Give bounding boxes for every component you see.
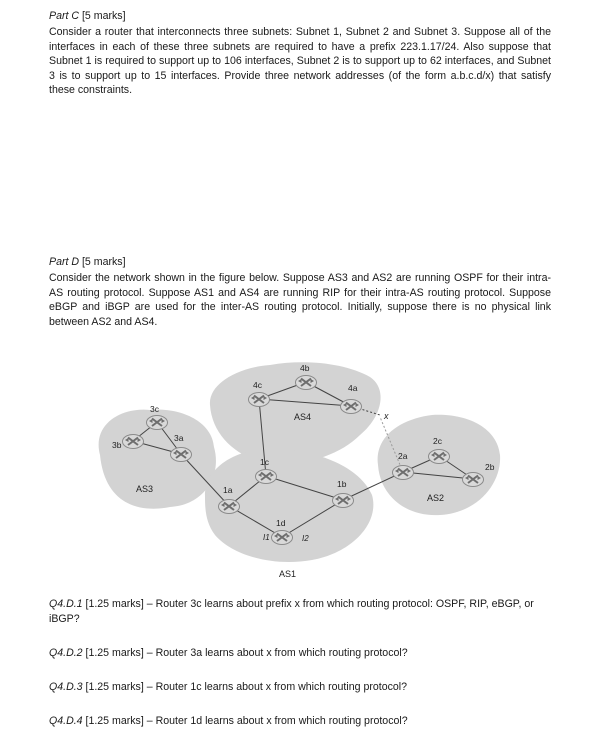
question-1 xyxy=(49,597,559,626)
question-1-marks: [1.25 marks] xyxy=(85,598,144,610)
part-c-label: Part C xyxy=(49,10,80,22)
router-3b-icon xyxy=(123,435,144,449)
question-3-marks: [1.25 marks] xyxy=(85,681,144,693)
part-d-label: Part D xyxy=(49,256,80,268)
question-1-text: – Router 3c learns about prefix x from which routing protocol: OSPF, RIP, eBGP, or iBGP? xyxy=(49,598,534,625)
router-4b-icon xyxy=(296,376,317,390)
router-4c-icon xyxy=(249,393,270,407)
router-4a-icon xyxy=(341,400,362,414)
part-c-heading xyxy=(49,9,551,24)
part-d-heading xyxy=(49,255,551,270)
router-3a-label: 3a xyxy=(174,433,184,443)
prefix-x-label: x xyxy=(384,411,389,421)
router-1b-icon xyxy=(333,494,354,508)
as2-label: AS2 xyxy=(427,493,445,503)
router-2b-icon xyxy=(463,473,484,487)
question-2 xyxy=(49,646,559,661)
router-3a-icon xyxy=(171,448,192,462)
router-2a-label: 2a xyxy=(398,451,408,461)
interface-i1-label: I1 xyxy=(263,533,270,542)
question-4 xyxy=(49,714,559,729)
question-3 xyxy=(49,680,559,695)
router-4a-label: 4a xyxy=(348,383,358,393)
as3-label: AS3 xyxy=(136,484,154,494)
router-4b-label: 4b xyxy=(300,363,310,373)
router-1a-label: 1a xyxy=(223,485,233,495)
router-1c-icon xyxy=(256,470,277,484)
network-figure xyxy=(0,355,604,595)
router-3c-icon xyxy=(147,416,168,430)
router-1a-icon xyxy=(219,500,240,514)
router-2b-label: 2b xyxy=(485,462,495,472)
part-c-body: Consider a router that interconnects three subnets: Subnet 1, Subnet 2 and Subnet 3. Suppose all of the interfaces in each of these three subnets are required to have a prefix 223.1.17/24. Also suppose that Subnet 1 is required to support up to 106 interfaces, Subnet 2 is to support up to 62 interfaces, and Subnet 3 is to support up to 15 interfaces. Provide three network addresses (of the form a.b.c.d/x) that satisfy these constraints. xyxy=(49,26,551,97)
question-2-id: Q4.D.2 xyxy=(49,647,83,659)
router-1d-icon xyxy=(272,531,293,545)
question-2-marks: [1.25 marks] xyxy=(85,647,144,659)
router-3c-label: 3c xyxy=(150,404,159,414)
part-d-body: Consider the network shown in the figure below. Suppose AS3 and AS2 are running OSPF for their intra-AS routing protocol. Suppose AS1 and AS4 are running RIP for their intra-AS routing protocol. Suppose eBGP and iBGP are used for the inter-AS routing protocol. Initially, suppose there is no physical link between AS2 and AS4. xyxy=(49,272,551,328)
router-2c-icon xyxy=(429,450,450,464)
router-4c-label: 4c xyxy=(253,380,262,390)
question-2-text: – Router 3a learns about x from which routing protocol? xyxy=(146,647,408,659)
router-2a-icon xyxy=(393,466,414,480)
as1-label: AS1 xyxy=(279,569,297,579)
question-4-id: Q4.D.4 xyxy=(49,715,83,727)
router-2c-label: 2c xyxy=(433,436,442,446)
router-1b-label: 1b xyxy=(337,479,347,489)
question-3-id: Q4.D.3 xyxy=(49,681,83,693)
router-3b-label: 3b xyxy=(112,440,122,450)
question-3-text: – Router 1c learns about x from which routing protocol? xyxy=(146,681,408,693)
interface-i2-label: I2 xyxy=(302,534,309,543)
part-c-marks: [5 marks] xyxy=(81,10,126,22)
as4-label: AS4 xyxy=(294,412,312,422)
router-1c-label: 1c xyxy=(260,457,269,467)
question-4-marks: [1.25 marks] xyxy=(85,715,144,727)
question-1-id: Q4.D.1 xyxy=(49,598,83,610)
question-4-text: – Router 1d learns about x from which routing protocol? xyxy=(146,715,408,727)
part-d-marks: [5 marks] xyxy=(81,256,126,268)
router-1d-label: 1d xyxy=(276,518,286,528)
